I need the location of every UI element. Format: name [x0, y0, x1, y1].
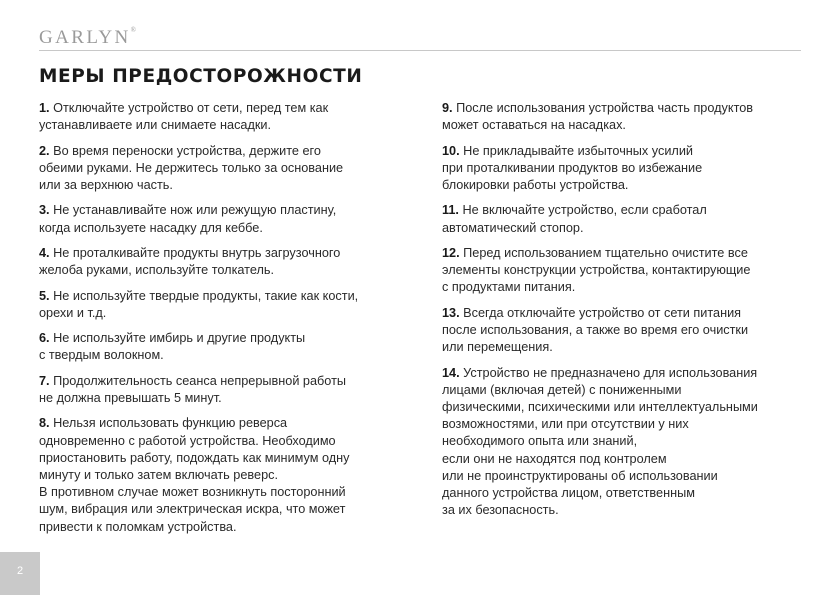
precaution-line: [442, 416, 822, 433]
item-text: когда используете насадку для кеббе.: [39, 220, 263, 235]
item-text: Во время переноски устройства, держите его: [53, 143, 321, 158]
precaution-line: [39, 202, 419, 219]
item-number: 1.: [39, 101, 50, 115]
item-number: 14.: [442, 365, 460, 380]
precaution-line: [39, 390, 419, 407]
item-text: данного устройства лицом, ответственным: [442, 486, 695, 500]
precaution-line: [442, 339, 822, 356]
precaution-item: [39, 143, 419, 195]
item-text: желоба руками, используйте толкатель.: [39, 263, 275, 278]
item-text: привести к поломкам устройства.: [39, 519, 237, 534]
precaution-line: [39, 467, 419, 484]
precaution-line: [442, 220, 822, 237]
precaution-line: [39, 288, 419, 305]
precaution-line: [39, 330, 419, 347]
precaution-line: [442, 485, 822, 502]
precaution-line: [39, 347, 419, 364]
precaution-line: [39, 143, 419, 160]
item-text: одновременно с работой устройства. Необходимо: [39, 433, 336, 448]
item-text: После использования устройства часть продуктов: [456, 101, 754, 115]
precaution-item: [39, 330, 419, 364]
precaution-line: [39, 177, 419, 194]
item-text: за их безопасность.: [442, 503, 559, 518]
item-text: если они не находятся под контролем: [442, 451, 667, 466]
item-text: Отключайте устройство от сети, перед тем как: [53, 101, 329, 115]
item-number: 4.: [39, 245, 50, 260]
item-text: элементы конструкции устройства, контактирующие: [442, 263, 751, 278]
precaution-line: [39, 433, 419, 450]
precaution-line: [442, 502, 822, 519]
left-column: [39, 100, 419, 544]
item-number: 7.: [39, 373, 50, 388]
precaution-line: [442, 100, 822, 117]
precaution-line: [39, 501, 419, 518]
precaution-line: [442, 117, 822, 134]
item-text: блокировки работы устройства.: [442, 178, 629, 192]
item-text: с продуктами питания.: [442, 280, 576, 295]
item-text: Не используйте имбирь и другие продукты: [53, 331, 306, 346]
page-title: МЕРЫ ПРЕДОСТОРОЖНОСТИ: [39, 66, 363, 87]
precaution-line: [442, 365, 822, 382]
precaution-line: [442, 160, 822, 177]
item-text: необходимого опыта или знаний,: [442, 434, 638, 449]
item-text: устанавливаете или снимаете насадки.: [39, 118, 272, 133]
item-text: Всегда отключайте устройство от сети питания: [463, 305, 742, 320]
precaution-item: [442, 245, 822, 297]
precaution-line: [442, 382, 822, 399]
item-number: 11.: [442, 203, 459, 218]
precaution-item: [442, 202, 822, 236]
precaution-item: [442, 143, 822, 195]
precaution-item: [39, 373, 419, 407]
item-text: возможностями, или при отсутствии у них: [442, 417, 689, 432]
item-text: Не устанавливайте нож или режущую пластину,: [53, 203, 337, 218]
precaution-line: [39, 415, 419, 432]
item-text: или за верхнюю часть.: [39, 178, 173, 192]
item-number: 10.: [442, 143, 460, 158]
item-text: Не включайте устройство, если сработал: [462, 203, 707, 218]
precaution-item: [39, 202, 419, 236]
precaution-item: [39, 100, 419, 134]
precaution-line: [442, 202, 822, 219]
precaution-item: [39, 245, 419, 279]
item-number: 13.: [442, 305, 460, 320]
precaution-line: [442, 279, 822, 296]
item-text: Нельзя использовать функцию реверса: [53, 416, 288, 431]
precaution-line: [39, 160, 419, 177]
precaution-item: [39, 288, 419, 322]
precaution-item: [39, 415, 419, 535]
precaution-line: [442, 433, 822, 450]
item-text: после использования, а также во время его очистки: [442, 322, 749, 337]
item-text: минуту и только затем включать реверс.: [39, 467, 278, 482]
item-text: Не проталкивайте продукты внутрь загрузочного: [53, 245, 341, 260]
precaution-line: [442, 305, 822, 322]
precaution-line: [442, 245, 822, 262]
page-number-tab: [0, 552, 40, 595]
item-text: или не проинструктированы об использовании: [442, 468, 718, 483]
item-number: 12.: [442, 245, 460, 260]
item-text: или перемещения.: [442, 340, 553, 355]
item-text: при проталкивании продуктов во избежание: [442, 160, 703, 175]
item-text: шум, вибрация или электрическая искра, что может: [39, 502, 346, 517]
precaution-line: [442, 451, 822, 468]
precaution-line: [442, 143, 822, 160]
item-text: физическими, психическими или интеллектуальными: [442, 399, 758, 414]
brand-logo: [39, 27, 136, 49]
item-text: приостановить работу, подождать как минимум одну: [39, 450, 350, 465]
item-text: лицами (включая детей) с пониженными: [442, 382, 682, 397]
header-divider: [39, 50, 801, 51]
precaution-line: [39, 373, 419, 390]
precaution-line: [39, 450, 419, 467]
right-column: [442, 100, 822, 528]
item-text: не должна превышать 5 минут.: [39, 390, 222, 405]
item-text: орехи и т.д.: [39, 305, 107, 320]
precaution-line: [39, 100, 419, 117]
item-number: 9.: [442, 101, 453, 115]
item-text: автоматический стопор.: [442, 220, 584, 235]
page-number: 2: [16, 565, 24, 577]
precaution-line: [39, 519, 419, 536]
item-text: с твердым волокном.: [39, 348, 164, 363]
item-text: Продолжительность сеанса непрерывной работы: [53, 373, 347, 388]
item-number: 6.: [39, 331, 50, 346]
item-text: Перед использованием тщательно очистите все: [463, 245, 748, 260]
item-text: Не используйте твердые продукты, такие как кости,: [53, 288, 359, 303]
precaution-line: [442, 177, 822, 194]
item-text: может оставаться на насадках.: [442, 118, 626, 133]
precaution-line: [442, 399, 822, 416]
brand-name: GARLYN: [39, 27, 131, 48]
item-number: 8.: [39, 416, 50, 431]
precaution-item: [442, 365, 822, 520]
item-number: 2.: [39, 143, 50, 158]
item-text: обеими руками. Не держитесь только за основание: [39, 160, 344, 175]
precaution-line: [39, 305, 419, 322]
precaution-line: [39, 484, 419, 501]
precaution-line: [442, 468, 822, 485]
precaution-line: [39, 262, 419, 279]
precaution-line: [442, 262, 822, 279]
precaution-item: [442, 100, 822, 134]
item-text: В противном случае может возникнуть посторонний: [39, 485, 346, 500]
item-text: Устройство не предназначено для использования: [463, 365, 758, 380]
item-text: Не прикладывайте избыточных усилий: [463, 143, 694, 158]
precaution-line: [39, 220, 419, 237]
item-number: 5.: [39, 288, 50, 303]
item-number: 3.: [39, 203, 50, 218]
registered-mark: ®: [130, 25, 136, 34]
precaution-item: [442, 305, 822, 357]
precaution-line: [39, 245, 419, 262]
precaution-line: [39, 117, 419, 134]
precaution-line: [442, 322, 822, 339]
